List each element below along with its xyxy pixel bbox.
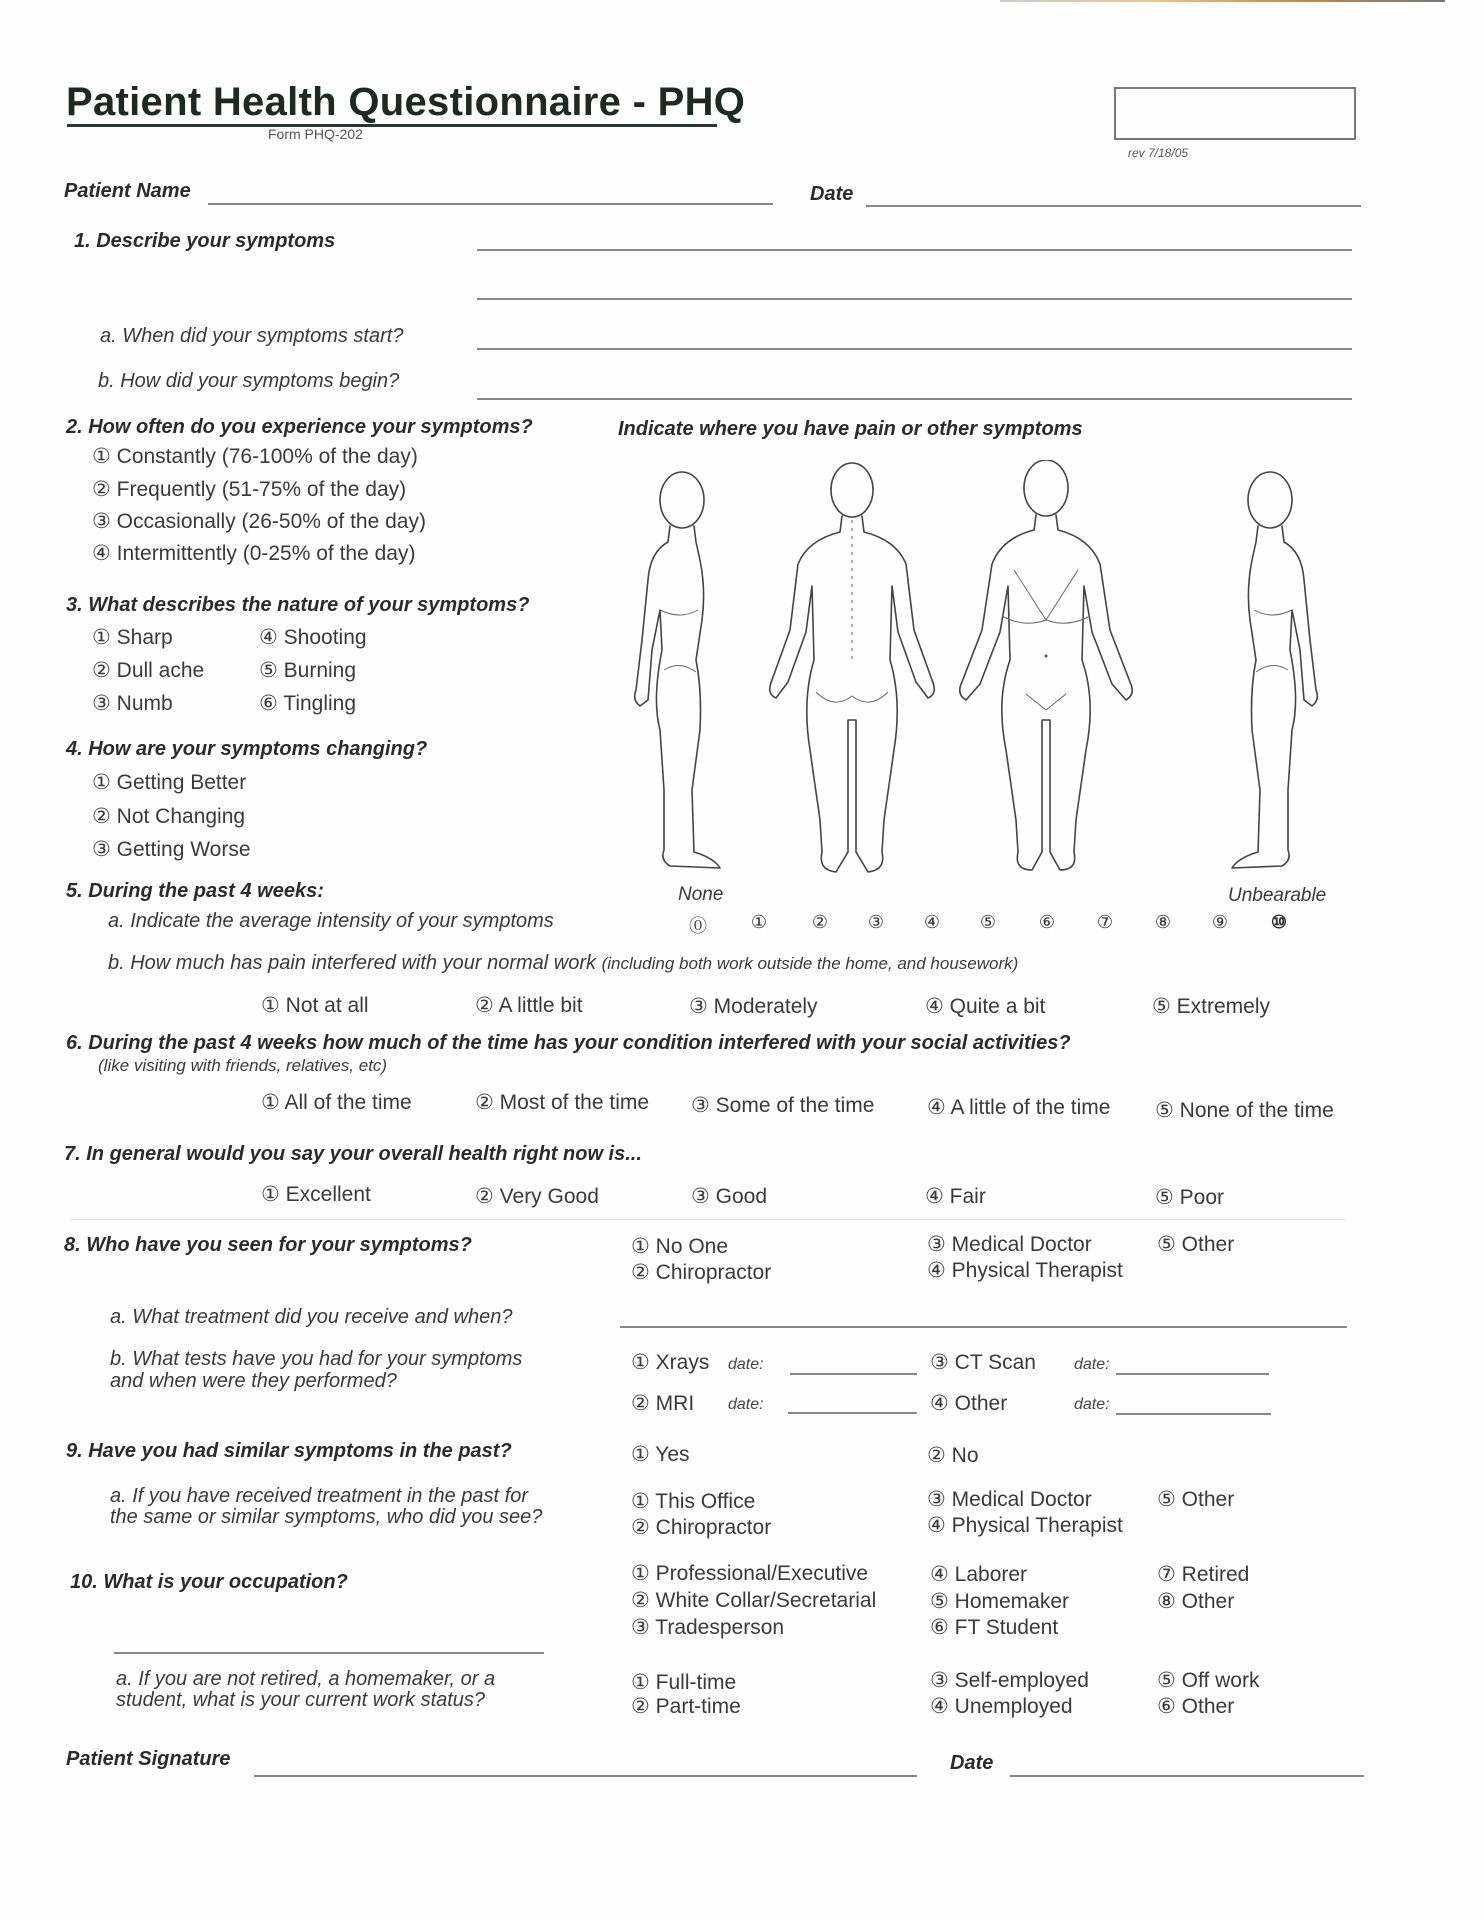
q6-option-3[interactable]: ③ Some of the time	[691, 1094, 875, 1117]
q2-option-1[interactable]: ① Constantly (76-100% of the day)	[92, 445, 418, 468]
body-view-front[interactable]	[960, 460, 1133, 870]
q10-option-8[interactable]: ⑧ Other	[1157, 1590, 1235, 1613]
q5b-option-5[interactable]: ⑤ Extremely	[1152, 995, 1271, 1018]
page-title	[66, 80, 745, 125]
q7-option-5[interactable]: ⑤ Poor	[1155, 1186, 1225, 1209]
intensity-2[interactable]: ②	[811, 912, 829, 932]
q6-label: 6. During the past 4 weeks how much of the time has your condition interfered with your social activities?	[66, 1032, 1071, 1054]
date-label: Date	[810, 183, 854, 205]
q8-option-2[interactable]: ② Chiropractor	[631, 1261, 772, 1284]
q9-label: 9. Have you had similar symptoms in the past?	[66, 1440, 512, 1462]
q5b-option-4[interactable]: ④ Quite a bit	[925, 995, 1046, 1018]
scale-low-label: None	[678, 884, 724, 905]
patient-name-field[interactable]	[208, 203, 773, 205]
q3-option-4[interactable]: ④ Shooting	[259, 626, 367, 649]
q1b-answer-line[interactable]	[477, 398, 1352, 400]
q1b-label: b. How did your symptoms begin?	[98, 370, 400, 392]
q10a-label-line1: a. If you are not retired, a homemaker, or a	[116, 1668, 496, 1690]
title-main: Patient Health Questionnaire	[66, 80, 622, 124]
q8b-label-line1: b. What tests have you had for your symptoms	[110, 1348, 523, 1370]
body-view-back[interactable]	[770, 463, 935, 872]
intensity-9[interactable]: ⑨	[1211, 912, 1229, 932]
q10a-option-3[interactable]: ③ Self-employed	[930, 1669, 1089, 1692]
q2-option-2[interactable]: ② Frequently (51-75% of the day)	[92, 478, 407, 501]
q10a-label-line2: student, what is your current work status?	[116, 1689, 486, 1711]
q5b-label	[108, 952, 1018, 975]
body-chart-label: Indicate where you have pain or other symptoms	[618, 418, 1083, 440]
q10-option-3[interactable]: ③ Tradesperson	[631, 1616, 785, 1639]
title-underline	[67, 124, 717, 127]
date-field[interactable]	[866, 205, 1361, 207]
q9a-option-3[interactable]: ③ Medical Doctor	[927, 1488, 1092, 1511]
signature-field[interactable]	[254, 1775, 917, 1777]
ct-date-label: date:	[1074, 1356, 1110, 1373]
q10-option-2[interactable]: ② White Collar/Secretarial	[631, 1589, 877, 1612]
test-xrays[interactable]: ① Xrays	[631, 1351, 710, 1374]
q7-option-1[interactable]: ① Excellent	[261, 1183, 371, 1206]
intensity-10[interactable]: ⑩	[1270, 912, 1288, 932]
q6-option-1[interactable]: ① All of the time	[261, 1091, 412, 1114]
xrays-date-field[interactable]	[790, 1373, 917, 1375]
xrays-date-label: date:	[728, 1356, 764, 1373]
q9a-label-line1: a. If you have received treatment in the past for	[110, 1485, 529, 1507]
body-view-left-side[interactable]	[635, 472, 720, 868]
signature-label: Patient Signature	[66, 1748, 231, 1770]
q3-option-3[interactable]: ③ Numb	[92, 692, 173, 715]
q8-option-3[interactable]: ③ Medical Doctor	[927, 1233, 1092, 1256]
q6-option-2[interactable]: ② Most of the time	[475, 1091, 650, 1114]
q9a-option-2[interactable]: ② Chiropractor	[631, 1516, 772, 1539]
q10a-option-2[interactable]: ② Part-time	[631, 1695, 741, 1718]
q3-option-1[interactable]: ① Sharp	[92, 626, 173, 649]
q8a-answer-line[interactable]	[620, 1326, 1347, 1328]
q8-label: 8. Who have you seen for your symptoms?	[64, 1234, 472, 1256]
body-view-right-side[interactable]	[1232, 472, 1317, 868]
q4-option-2[interactable]: ② Not Changing	[92, 805, 246, 828]
q2-label: 2. How often do you experience your symptoms?	[66, 416, 533, 438]
scan-edge-line	[1000, 0, 1445, 2]
q7-label: 7. In general would you say your overall health right now is...	[64, 1143, 642, 1165]
q4-option-3[interactable]: ③ Getting Worse	[92, 838, 251, 861]
form-id: Form PHQ-202	[268, 126, 363, 142]
q5b-question: b. How much has pain interfered with your normal work	[108, 952, 596, 974]
q8a-label: a. What treatment did you receive and when?	[110, 1306, 513, 1328]
q3-option-2[interactable]: ② Dull ache	[92, 659, 205, 682]
q6-option-4[interactable]: ④ A little of the time	[927, 1096, 1111, 1119]
q1-label: 1. Describe your symptoms	[74, 230, 336, 252]
test-other[interactable]: ④ Other	[930, 1392, 1008, 1415]
q10-option-4[interactable]: ④ Laborer	[930, 1563, 1028, 1586]
section-divider	[70, 1219, 1345, 1220]
q8-option-4[interactable]: ④ Physical Therapist	[927, 1259, 1123, 1282]
q7-option-2[interactable]: ② Very Good	[475, 1185, 599, 1208]
intensity-7[interactable]: ⑦	[1096, 912, 1114, 932]
intensity-0[interactable]: ⓪	[689, 916, 707, 936]
intensity-8[interactable]: ⑧	[1154, 912, 1172, 932]
q10a-option-4[interactable]: ④ Unemployed	[930, 1695, 1073, 1718]
q3-option-5[interactable]: ⑤ Burning	[259, 659, 357, 682]
q9a-label-line2: the same or similar symptoms, who did you see?	[110, 1506, 543, 1528]
other-date-field[interactable]	[1116, 1413, 1271, 1415]
ct-date-field[interactable]	[1116, 1373, 1269, 1375]
test-mri[interactable]: ② MRI	[631, 1392, 695, 1415]
q9-option-no[interactable]: ② No	[927, 1444, 979, 1467]
q5b-option-3[interactable]: ③ Moderately	[689, 995, 818, 1018]
q1-answer-line-2[interactable]	[477, 298, 1352, 300]
title-suffix: - PHQ	[632, 80, 746, 124]
q9a-option-4[interactable]: ④ Physical Therapist	[927, 1514, 1123, 1537]
q10-label: 10. What is your occupation?	[70, 1571, 348, 1593]
q10a-option-1[interactable]: ① Full-time	[631, 1671, 737, 1694]
q1a-label: a. When did your symptoms start?	[100, 325, 404, 347]
occupation-other-field[interactable]	[114, 1652, 544, 1654]
q7-option-3[interactable]: ③ Good	[691, 1185, 768, 1208]
q3-option-6[interactable]: ⑥ Tingling	[259, 692, 357, 715]
patient-name-label: Patient Name	[64, 180, 191, 202]
signature-date-label: Date	[950, 1752, 994, 1774]
q10-option-7[interactable]: ⑦ Retired	[1157, 1563, 1250, 1586]
mri-date-field[interactable]	[788, 1412, 917, 1414]
intensity-6[interactable]: ⑥	[1038, 912, 1056, 932]
q1a-answer-line[interactable]	[477, 348, 1352, 350]
q8-option-5[interactable]: ⑤ Other	[1157, 1233, 1235, 1256]
q10-option-5[interactable]: ⑤ Homemaker	[930, 1590, 1070, 1613]
q2-option-4[interactable]: ④ Intermittently (0-25% of the day)	[92, 542, 416, 565]
q6-option-5[interactable]: ⑤ None of the time	[1155, 1099, 1334, 1122]
q5b-option-1[interactable]: ① Not at all	[261, 994, 369, 1017]
q3-label: 3. What describes the nature of your symptoms?	[66, 594, 530, 616]
mri-date-label: date:	[728, 1396, 764, 1413]
q8b-label-line2: and when were they performed?	[110, 1370, 397, 1392]
q1-answer-line-1[interactable]	[477, 249, 1352, 251]
test-ct-scan[interactable]: ③ CT Scan	[930, 1351, 1036, 1374]
revision-date: rev 7/18/05	[1128, 146, 1189, 160]
q9a-option-1[interactable]: ① This Office	[631, 1490, 756, 1513]
q5-label: 5. During the past 4 weeks:	[66, 880, 324, 902]
body-chart[interactable]	[630, 460, 1350, 880]
signature-date-field[interactable]	[1010, 1775, 1364, 1777]
q10-option-1[interactable]: ① Professional/Executive	[631, 1562, 869, 1585]
q8-option-1[interactable]: ① No One	[631, 1235, 729, 1258]
q10a-option-6[interactable]: ⑥ Other	[1157, 1695, 1235, 1718]
office-use-box[interactable]	[1114, 87, 1356, 140]
q5b-note: (including both work outside the home, and housework)	[601, 954, 1019, 973]
q9a-option-5[interactable]: ⑤ Other	[1157, 1488, 1235, 1511]
q10-option-6[interactable]: ⑥ FT Student	[930, 1616, 1059, 1639]
q5b-option-2[interactable]: ② A little bit	[475, 994, 583, 1017]
q6-note: (like visiting with friends, relatives, etc)	[98, 1056, 388, 1075]
other-date-label: date:	[1074, 1396, 1110, 1413]
q9-option-yes[interactable]: ① Yes	[631, 1443, 690, 1466]
intensity-3[interactable]: ③	[867, 912, 885, 932]
q4-label: 4. How are your symptoms changing?	[66, 738, 428, 760]
intensity-4[interactable]: ④	[923, 912, 941, 932]
intensity-5[interactable]: ⑤	[979, 912, 997, 932]
q10a-option-5[interactable]: ⑤ Off work	[1157, 1669, 1260, 1692]
intensity-1[interactable]: ①	[750, 912, 768, 932]
q5a-label: a. Indicate the average intensity of your symptoms	[108, 910, 554, 932]
q7-option-4[interactable]: ④ Fair	[925, 1185, 986, 1208]
scale-high-label: Unbearable	[1228, 885, 1327, 906]
q2-option-3[interactable]: ③ Occasionally (26-50% of the day)	[92, 510, 426, 533]
q4-option-1[interactable]: ① Getting Better	[92, 771, 247, 794]
